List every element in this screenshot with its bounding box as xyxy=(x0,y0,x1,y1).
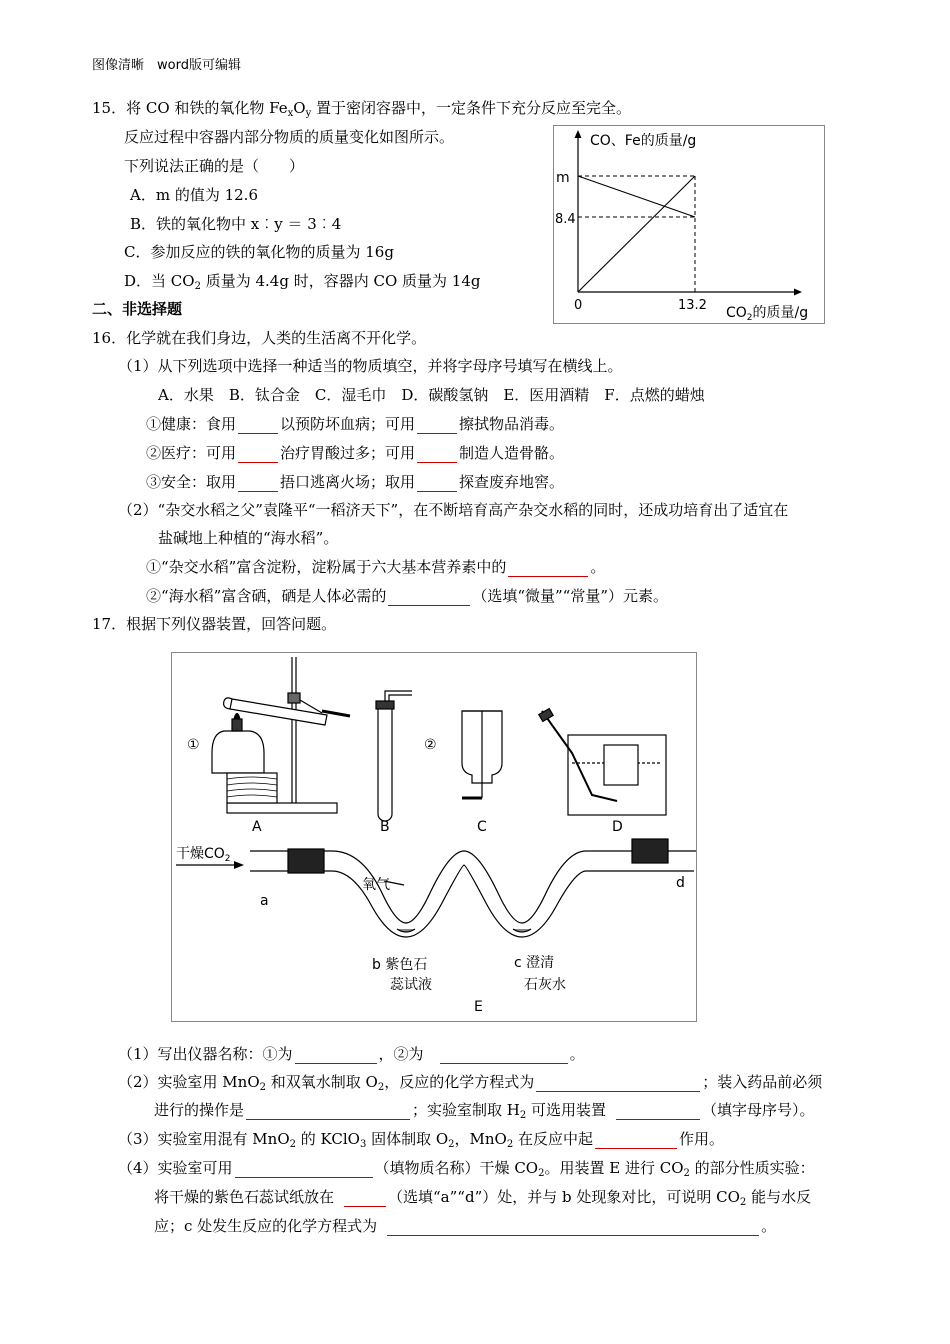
chart-xtick-132: 13.2 xyxy=(678,298,707,313)
label-mark1: ① xyxy=(187,737,200,753)
blank[interactable] xyxy=(238,417,278,434)
blank[interactable] xyxy=(440,1047,568,1064)
label-point-a: a xyxy=(260,893,269,909)
q16-options: A．水果 B．钛合金 C．湿毛巾 D．碳酸氢钠 E．医用酒精 F．点燃的蜡烛 xyxy=(158,386,705,404)
blank[interactable] xyxy=(388,589,470,606)
label-c: C xyxy=(477,819,487,835)
apparatus-figure xyxy=(171,652,697,1022)
apparatus-svg xyxy=(172,653,696,1021)
chart-series-fe-line xyxy=(578,176,695,292)
chart-xlabel: $CO_2$的质量/g xyxy=(726,305,809,323)
q15-stem-line2: 反应过程中容器内部分物质的质量变化如图所示。 xyxy=(124,128,455,146)
q15-option-a: A．m 的值为 12.6 xyxy=(130,186,258,204)
q16-line1: ①健康：食用 以预防坏血病；可用 擦拭物品消毒。 xyxy=(146,415,565,433)
blank[interactable] xyxy=(616,1103,700,1120)
q17-sub4-line2: 将干燥的紫色石蕊试纸放在 （选填“a”“d”）处，并与 b 处现象对比，可说明 $CO_2$ 能与水反 xyxy=(154,1188,812,1208)
label-e: E xyxy=(474,999,483,1015)
blank[interactable] xyxy=(595,1132,677,1149)
q15-option-c: C．参加反应的铁的氧化物的质量为 16g xyxy=(124,243,394,261)
q15-stem-line3: 下列说法正确的是（ ） xyxy=(124,157,305,175)
q17-sub3: （3）实验室用混有 MnO$_2$ 的 KClO$_3$ 固体制取 $O_2$，MnO$_2$ 在反应中起 作用。 xyxy=(118,1130,725,1150)
q16-line2: ②医疗：可用 治疗胃酸过多；可用 制造人造骨骼。 xyxy=(146,444,565,462)
blank[interactable] xyxy=(387,1219,759,1236)
blank[interactable] xyxy=(417,446,457,463)
label-a: A xyxy=(252,819,262,835)
label-b: B xyxy=(380,819,390,835)
q16-part1: （1）从下列选项中选择一种适当的物质填空，并将字母序号填写在横线上。 xyxy=(118,357,623,375)
chart-x-arrow xyxy=(794,289,802,296)
label-d: D xyxy=(612,819,623,835)
chart-y-arrow xyxy=(575,130,582,138)
q15-mass-chart xyxy=(553,125,825,324)
chart-ytick-84: 8.4 xyxy=(555,212,576,227)
chart-origin: 0 xyxy=(574,298,583,313)
chart-series-co-line xyxy=(578,176,695,217)
apparatus-b xyxy=(376,691,412,821)
label-oxygen: 氧气 xyxy=(362,877,390,893)
q15-stem-line1: 15．将 CO 和铁的氧化物 $Fe_xO_y$ 置于密闭容器中，一定条件下充分反应至完全。 xyxy=(92,99,632,119)
blank[interactable] xyxy=(536,1075,700,1092)
blank[interactable] xyxy=(235,1161,373,1178)
label-point-b: b 紫色石 xyxy=(372,957,428,973)
q17-sub4-line1: （4）实验室可用 （填物质名称）干燥 $CO_2$。用装置 E 进行 $CO_2$ 的部分性质实验： xyxy=(118,1159,815,1179)
blank[interactable] xyxy=(344,1190,386,1207)
blank[interactable] xyxy=(238,446,278,463)
q15-option-b: B．铁的氧化物中 x︰y ＝ 3︰4 xyxy=(130,215,342,233)
label-mark2: ② xyxy=(424,737,437,753)
label-point-d: d xyxy=(676,875,685,891)
label-point-c: c 澄清 xyxy=(514,955,555,971)
section-heading: 二、非选择题 xyxy=(92,300,183,318)
q16-line3: ③安全：取用 捂口逃离火场；取用 探查废弃地窖。 xyxy=(146,473,565,491)
q16-part2-line1: （2）“杂交水稻之父”袁隆平“一稻济天下”，在不断培育高产杂交水稻的同时，还成功培育出了适宜在 xyxy=(118,501,789,519)
blank[interactable] xyxy=(417,475,457,492)
blank[interactable] xyxy=(246,1103,410,1120)
label-dry-co2: 干燥$CO_2$ xyxy=(176,846,231,864)
q16-part2-line2: 盐碱地上种植的“海水稻”。 xyxy=(158,529,339,547)
q17-stem: 17．根据下列仪器装置，回答问题。 xyxy=(92,615,337,633)
apparatus-a xyxy=(212,657,350,813)
q17-sub2-line2: 进行的操作是 ；实验室制取 $H_2$ 可选用装置 （填字母序号）。 xyxy=(154,1101,815,1121)
q17-sub1: （1）写出仪器名称：①为 ，②为 。 xyxy=(118,1045,585,1063)
q16-part2-line3: ①“杂交水稻”富含淀粉，淀粉属于六大基本营养素中的 。 xyxy=(146,558,606,576)
q15-chart-svg xyxy=(554,126,824,323)
q16-part2-line4: ②“海水稻”富含硒，硒是人体必需的 （选填“微量”“常量”）元素。 xyxy=(146,587,669,605)
blank[interactable] xyxy=(238,475,278,492)
blank[interactable] xyxy=(295,1047,377,1064)
chart-ytick-m: m xyxy=(556,170,570,186)
q15-option-d: D．当 $CO_2$ 质量为 4.4g 时，容器内 CO 质量为 14g xyxy=(124,272,481,292)
apparatus-d xyxy=(539,709,666,815)
chart-ylabel: CO、Fe的质量/g xyxy=(590,133,697,149)
apparatus-e xyxy=(176,839,696,937)
q16-stem: 16．化学就在我们身边，人类的生活离不开化学。 xyxy=(92,329,427,347)
page-header: 图像清晰 word版可编辑 xyxy=(92,58,241,73)
q17-sub2-line1: （2）实验室用 MnO$_2$ 和双氧水制取 $O_2$，反应的化学方程式为 ；装入药品前必须 xyxy=(118,1073,823,1093)
blank[interactable] xyxy=(417,417,457,434)
blank[interactable] xyxy=(508,560,588,577)
label-point-b-2: 蕊试液 xyxy=(390,977,432,993)
apparatus-c xyxy=(462,711,502,798)
q17-sub4-line3: 应；c 处发生反应的化学方程式为 。 xyxy=(154,1217,777,1235)
label-point-c-2: 石灰水 xyxy=(524,977,566,993)
